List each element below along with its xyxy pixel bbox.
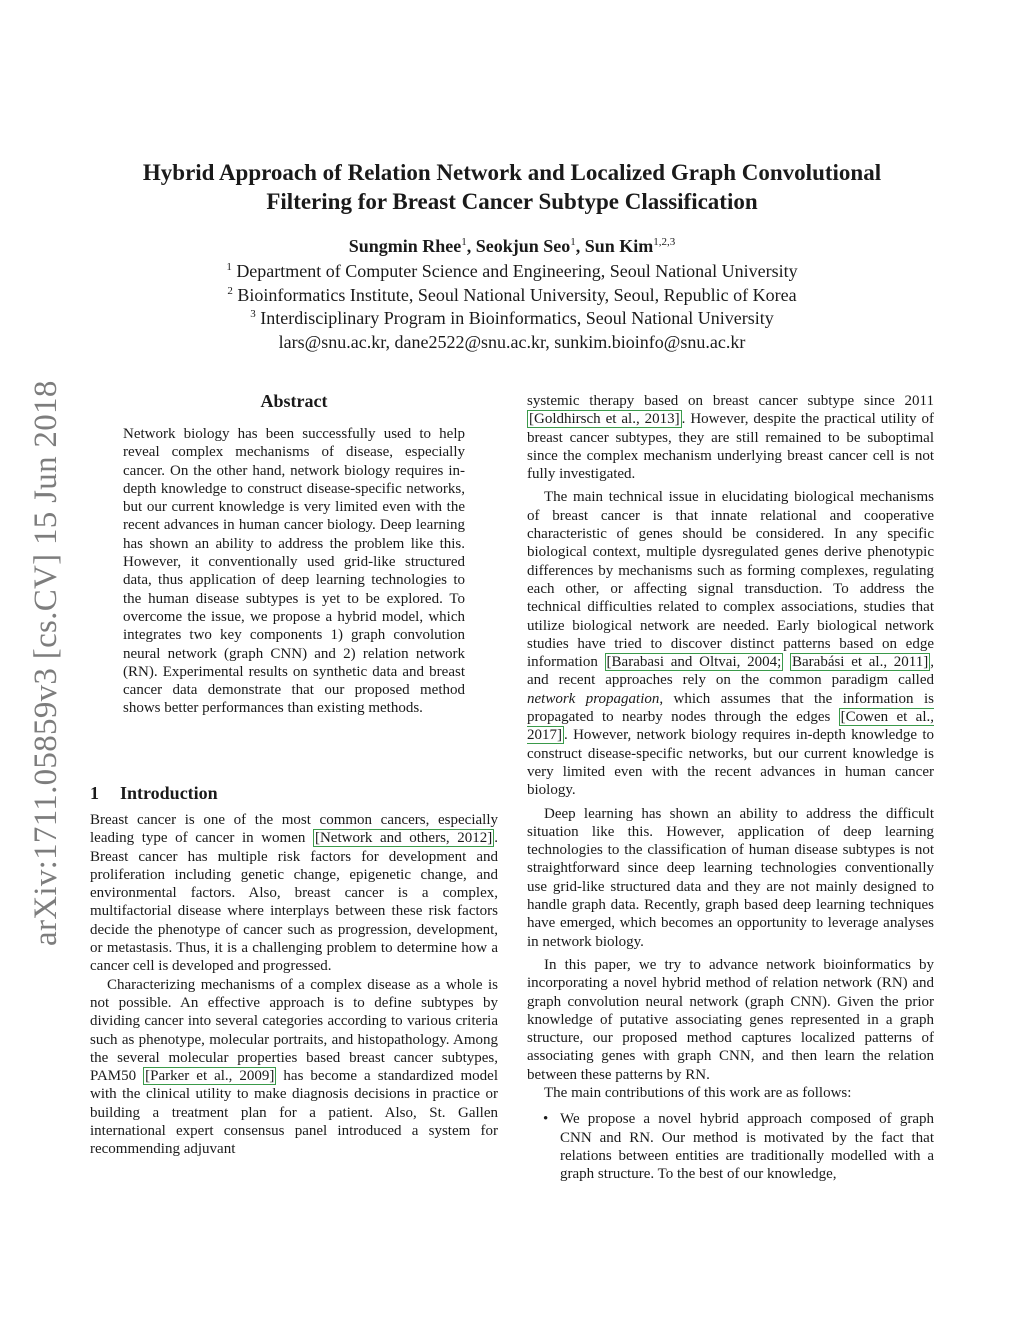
abstract-heading: Abstract xyxy=(260,391,328,411)
affiliation-text: Interdisciplinary Program in Bioinformatics, Seoul National University xyxy=(260,308,774,328)
paragraph-text: , and recent approaches rely on the common paradigm called xyxy=(527,654,934,689)
citation-link[interactable]: [Parker et al., 2009] xyxy=(145,1068,275,1085)
paragraph-text: . However, network biology requires in-depth knowledge to construct disease-specific networks, but our current knowledge is very limited even with the recent advances in human cancer biology. xyxy=(527,727,934,799)
affiliations xyxy=(90,260,934,354)
paragraph-text: The main technical issue in elucidating biological mechanisms of breast cancer is that innate relational and cooperative characteristic of genes should be considered. In any specific biological context, multiple dysregulated genes derive phenotypic differences by mechanisms such as forming complexes, regulating each other, or affecting signal transduction. To address the technical difficulties related to complex associations, studies that utilize biological network are needed. Early biological network studies have tried to discover distinct patterns based on edge information xyxy=(527,489,934,671)
abstract-text: Network biology has been successfully used to help reveal complex mechanisms of disease, especially cancer. On the other hand, network biology requires in-depth knowledge to construct disease-specific networks, but our current knowledge is very limited even with the recent advances in human cancer biology. Deep learning has shown an ability to address the problem like this. However, it conventionally used grid-like structured data, thus application of deep learning technologies to the human disease subtypes is yet to be explored. To overcome the issue, we propose a hybrid model, which integrates two key components 1) graph convolution neural network (graph CNN) and 2) relation network (RN). Experimental results on synthetic data and breast cancer data demonstrate that our proposed method shows better performances than existing methods. xyxy=(123,426,465,717)
section-number: 1 xyxy=(90,783,99,803)
section-title: Introduction xyxy=(120,783,218,803)
citation-link[interactable]: [Barabasi and Oltvai, 2004; xyxy=(606,654,782,671)
left-column-body xyxy=(90,811,498,1159)
title-line-1: Hybrid Approach of Relation Network and Localized Graph Convolutional xyxy=(142,160,882,185)
paragraph: Deep learning has shown an ability to address the difficult situation like this. However, application of deep learning technologies to the classification of human disease subtypes is not straightforward since deep learning technologies conventionally use grid-like structured data and they are not mainly designed to handle graph data. Recently, graph based deep learning techniques have emerged, which becomes an opportunity to leverage analyses in network biology. xyxy=(527,805,934,950)
author-name: Sun Kim xyxy=(584,236,654,256)
affil-mark: 1 xyxy=(226,261,232,273)
author-list: Sungmin Rhee$^1$, Seokjun Seo$^1$, Sun Kim$^{1,2,3}$ xyxy=(348,236,676,256)
paragraph: In this paper, we try to advance network bioinformatics by incorporating a novel hybrid method of relation network (RN) and graph convolution neural network (graph CNN). Given the prior knowledge of putative associating genes represented in a graph structure, our proposed method captures localized patterns of associating genes with graph CNN, and then learn the relation between these patterns by RN. xyxy=(527,956,934,1083)
citation-link[interactable]: [Goldhirsch et al., 2013] xyxy=(529,411,680,428)
citation-link[interactable]: Barabási et al., 2011] xyxy=(792,654,929,671)
paragraph-text: , which assumes that the information is propagated to nearby nodes through the edges xyxy=(527,690,934,726)
paragraph-text: systemic therapy based on breast cancer subtype since 2011 xyxy=(527,393,934,409)
author-affil-mark: 1,2,3 xyxy=(653,236,676,248)
author-name: Sungmin Rhee xyxy=(348,236,462,256)
list-item-text: We propose a novel hybrid approach composed of graph CNN and RN. Our method is motivated by the fact that relations between entities are traditionally modelled with a graph structure. To the best of our knowledge, xyxy=(560,1111,934,1183)
right-column-body xyxy=(527,392,934,1183)
affil-mark: 2 xyxy=(227,284,233,297)
citation-link[interactable]: [Cowen et al., 2017] xyxy=(527,709,935,744)
author-affil-mark: 1 xyxy=(461,236,467,248)
title-line-2: Filtering for Breast Cancer Subtype Classification xyxy=(266,189,758,214)
paragraph-text: . Breast cancer has multiple risk factors for development and proliferation including genetic change, epigenetic change, and environmental factors. Also, breast cancer is a complex, multifactorial disease where interplays between these risk factors decide the phenotype of cancer such as progression, development, or metastasis. Thus, it is a challenging problem to determine how a cancer cell is developed and progressed. xyxy=(90,830,499,975)
affiliation-line xyxy=(90,307,934,331)
author-name: Seokjun Seo xyxy=(475,236,571,256)
affil-mark: 3 xyxy=(250,308,256,320)
citation-link[interactable]: [Network and others, 2012] xyxy=(314,830,493,847)
emphasized-term: network propagation xyxy=(527,690,660,707)
paragraph xyxy=(90,811,498,976)
author-emails: lars@snu.ac.kr, dane2522@snu.ac.kr, sunkim.bioinfo@snu.ac.kr xyxy=(278,331,746,352)
paragraph xyxy=(90,976,498,1159)
paragraph-text: . However, despite the practical utility of breast cancer subtypes, they are still remained to be suboptimal since the complex mechanism underlying breast cancer cell is not fully investigated. xyxy=(527,411,934,483)
affiliation-line xyxy=(90,284,934,308)
section-heading xyxy=(90,783,218,804)
affiliation-text: Department of Computer Science and Engineering, Seoul National University xyxy=(236,261,798,281)
author-affil-mark: 1 xyxy=(570,236,576,248)
affiliation-text: Bioinformatics Institute, Seoul National University, Seoul, Republic of Korea xyxy=(237,284,797,305)
arxiv-identifier: arXiv:1711.05859v3 [cs.CV] 15 Jun 2018 xyxy=(28,380,64,946)
paragraph-text: Characterizing mechanisms of a complex disease as a whole is not possible. An effective approach is to define subtypes by dividing cancer into several categories according to various criteria such as phenotype, molecular portraits, and histopathology. Among the several molecular properties based breast cancer subtypes, PAM50 xyxy=(90,976,498,1085)
paragraph-text: Breast cancer is one of the most common cancers, especially leading type of cancer in women xyxy=(90,812,498,847)
paragraph: The main contributions of this work are as follows: xyxy=(544,1084,852,1101)
bullet-icon: • xyxy=(543,1111,549,1128)
paragraph-text: has become a standardized model with the clinical utility to make diagnosis decisions in practice or building a treatment plan for a patient. Also, St. Gallen international expert consensus panel introduced a system for recommending adjuvant xyxy=(90,1068,498,1158)
list-item xyxy=(527,1110,934,1183)
paragraph xyxy=(527,488,934,799)
paper-title xyxy=(90,158,934,216)
affiliation-line xyxy=(90,260,934,284)
paragraph xyxy=(527,392,934,483)
